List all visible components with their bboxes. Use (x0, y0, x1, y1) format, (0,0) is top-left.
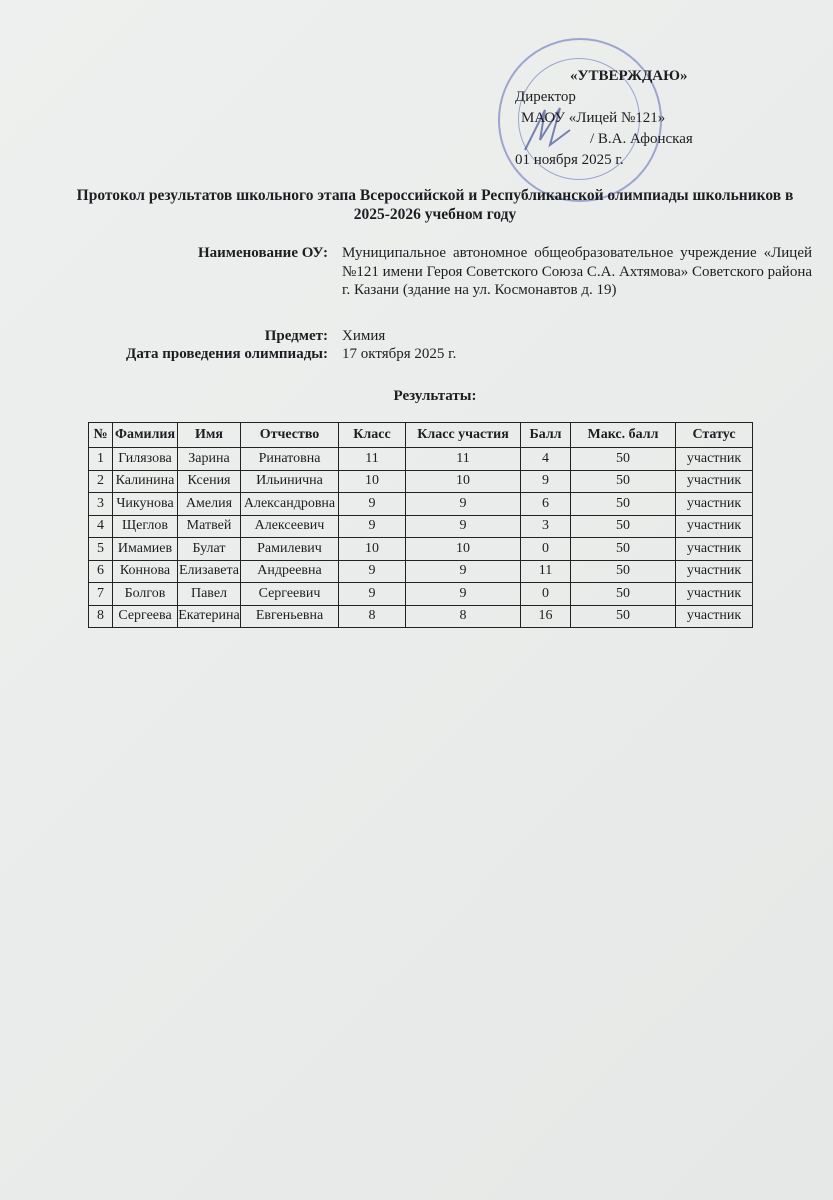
table-cell: 9 (339, 560, 406, 583)
table-cell: 50 (571, 583, 676, 606)
table-cell: Зарина (178, 448, 241, 471)
table-row (89, 448, 753, 471)
table-cell: 9 (339, 515, 406, 538)
column-header: Класс участия (406, 423, 521, 448)
table-cell: Рамилевич (241, 538, 339, 561)
table-cell: 9 (521, 470, 571, 493)
column-header: № (89, 423, 113, 448)
info-value-subject: Химия (342, 328, 386, 344)
approval-signatory: / В.А. Афонская (590, 131, 693, 147)
table-cell: участник (676, 560, 753, 583)
table-cell: 3 (521, 515, 571, 538)
info-label-date: Дата проведения олимпиады: (126, 346, 328, 362)
table-cell: 10 (339, 538, 406, 561)
table-row (89, 605, 753, 628)
table-cell: 6 (521, 493, 571, 516)
table-cell: Щеглов (113, 515, 178, 538)
column-header: Фамилия (113, 423, 178, 448)
table-cell: Ксения (178, 470, 241, 493)
table-row (89, 560, 753, 583)
table-row (89, 583, 753, 606)
table-cell: 10 (406, 538, 521, 561)
table-header-row (89, 423, 753, 448)
table-cell: Сергеевич (241, 583, 339, 606)
info-value-school: Муниципальное автономное общеобразовательное учреждение «Лицей №121 имени Героя Советского Союза С.А. Ахтямова» Советского района г. Казани (здание на ул. Космонавтов д. 19) (342, 245, 812, 298)
table-cell: участник (676, 583, 753, 606)
table-cell: 5 (89, 538, 113, 561)
table-cell: 16 (521, 605, 571, 628)
table-cell: участник (676, 448, 753, 471)
table-row (89, 470, 753, 493)
table-cell: 9 (406, 560, 521, 583)
table-cell: Ринатовна (241, 448, 339, 471)
table-cell: Болгов (113, 583, 178, 606)
table-cell: 3 (89, 493, 113, 516)
table-cell: Матвей (178, 515, 241, 538)
table-cell: 9 (406, 515, 521, 538)
table-cell: 50 (571, 515, 676, 538)
column-header: Отчество (241, 423, 339, 448)
column-header: Имя (178, 423, 241, 448)
approval-org: МАОУ «Лицей №121» (521, 110, 666, 126)
table-cell: 10 (339, 470, 406, 493)
table-cell: участник (676, 470, 753, 493)
column-header: Макс. балл (571, 423, 676, 448)
table-cell: 0 (521, 538, 571, 561)
table-cell: 8 (89, 605, 113, 628)
table-cell: 8 (339, 605, 406, 628)
table-cell: Сергеева (113, 605, 178, 628)
column-header: Класс (339, 423, 406, 448)
table-cell: участник (676, 538, 753, 561)
table-cell: Елизавета (178, 560, 241, 583)
info-label-school: Наименование ОУ: (197, 245, 328, 261)
table-cell: 50 (571, 560, 676, 583)
table-cell: 4 (521, 448, 571, 471)
table-cell: 10 (406, 470, 521, 493)
table-cell: 9 (339, 583, 406, 606)
info-label-subject: Предмет: (264, 328, 328, 344)
table-row (89, 538, 753, 561)
table-cell: 8 (406, 605, 521, 628)
table-cell: 4 (89, 515, 113, 538)
table-cell: 50 (571, 605, 676, 628)
table-cell: 50 (571, 538, 676, 561)
table-cell: Коннова (113, 560, 178, 583)
table-cell: Евгеньевна (241, 605, 339, 628)
results-heading: Результаты: (393, 388, 477, 404)
column-header: Статус (676, 423, 753, 448)
table-cell: Амелия (178, 493, 241, 516)
results-table (88, 422, 753, 628)
table-cell: Екатерина (178, 605, 241, 628)
table-cell: 50 (571, 448, 676, 471)
table-cell: 11 (406, 448, 521, 471)
table-cell: Калинина (113, 470, 178, 493)
document-title: Протокол результатов школьного этапа Всероссийской и Республиканской олимпиады школьников в 2025-2026 учебном году (76, 187, 794, 223)
column-header: Балл (521, 423, 571, 448)
table-cell: участник (676, 493, 753, 516)
table-cell: Имамиев (113, 538, 178, 561)
table-cell: Чикунова (113, 493, 178, 516)
table-cell: 2 (89, 470, 113, 493)
info-value-date: 17 октября 2025 г. (342, 346, 457, 362)
approval-block (515, 66, 693, 171)
table-cell: Алексеевич (241, 515, 339, 538)
table-cell: 50 (571, 493, 676, 516)
table-cell: Ильинична (241, 470, 339, 493)
table-cell: Павел (178, 583, 241, 606)
table-cell: 50 (571, 470, 676, 493)
table-cell: участник (676, 605, 753, 628)
table-cell: 1 (89, 448, 113, 471)
table-cell: 6 (89, 560, 113, 583)
table-row (89, 493, 753, 516)
table-cell: 0 (521, 583, 571, 606)
table-cell: 9 (339, 493, 406, 516)
approval-position: Директор (515, 89, 576, 105)
table-cell: Александровна (241, 493, 339, 516)
table-cell: 9 (406, 583, 521, 606)
table-cell: 11 (339, 448, 406, 471)
table-cell: участник (676, 515, 753, 538)
table-cell: Андреевна (241, 560, 339, 583)
table-cell: 7 (89, 583, 113, 606)
table-cell: 9 (406, 493, 521, 516)
table-row (89, 515, 753, 538)
approval-heading: «УТВЕРЖДАЮ» (570, 68, 688, 84)
table-cell: Гилязова (113, 448, 178, 471)
table-cell: Булат (178, 538, 241, 561)
table-cell: 11 (521, 560, 571, 583)
approval-date: 01 ноября 2025 г. (515, 152, 624, 168)
